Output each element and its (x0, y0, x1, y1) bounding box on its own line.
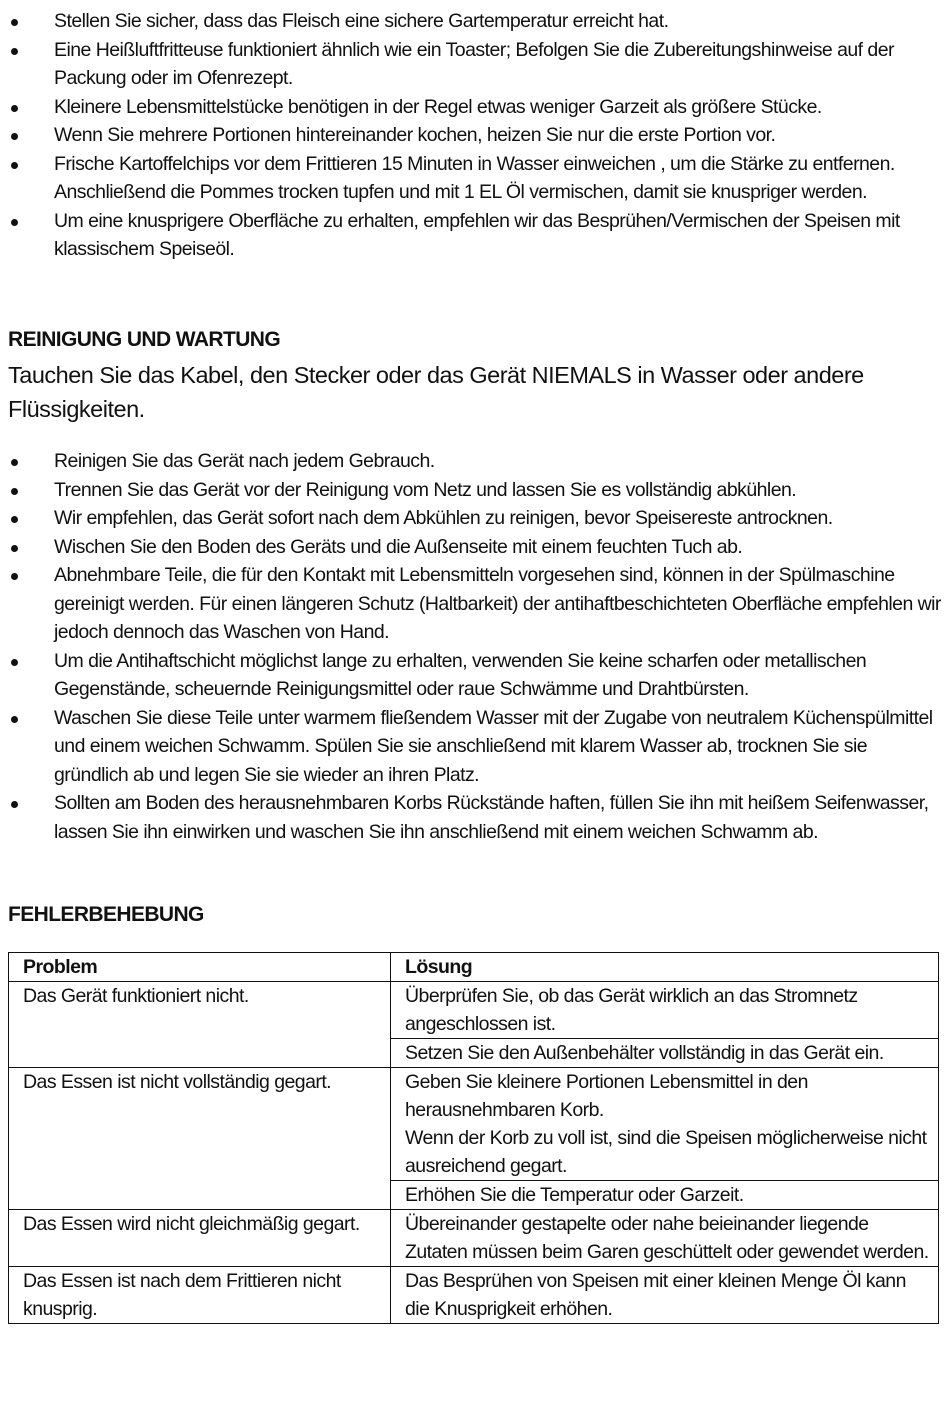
solution-cell: Setzen Sie den Außenbehälter vollständig in das Gerät ein. (391, 1039, 939, 1068)
column-header-solution: Lösung (391, 953, 939, 982)
list-item: Um eine knusprigere Oberfläche zu erhalten, empfehlen wir das Besprühen/Vermischen der Speisen mit klassischem Speiseöl. (8, 207, 942, 264)
table-row (9, 1210, 939, 1267)
bullet-icon (11, 162, 18, 169)
bullet-icon (11, 459, 18, 466)
cleaning-warning: Tauchen Sie das Kabel, den Stecker oder das Gerät NIEMALS in Wasser oder andere Flüssigkeiten. (8, 362, 864, 422)
cooking-tips-list (8, 7, 942, 264)
table-header-row (9, 953, 939, 982)
bullet-icon (11, 545, 18, 552)
list-item: Trennen Sie das Gerät vor der Reinigung vom Netz und lassen Sie es vollständig abkühlen. (8, 476, 942, 505)
list-item: Sollten am Boden des herausnehmbaren Korbs Rückstände haften, füllen Sie ihn mit heißem Seifenwasser, lassen Sie ihn einwirken und waschen Sie ihn anschließend mit einem weichen Schwamm ab. (8, 789, 942, 846)
solution-cell: Das Besprühen von Speisen mit einer kleinen Menge Öl kann die Knusprigkeit erhöhen. (391, 1267, 939, 1324)
section-heading-troubleshooting: FEHLERBEHEBUNG (8, 903, 204, 926)
problem-cell: Das Essen wird nicht gleichmäßig gegart. (9, 1210, 391, 1267)
column-header-problem: Problem (9, 953, 391, 982)
list-item: Stellen Sie sicher, dass das Fleisch eine sichere Gartemperatur erreicht hat. (8, 7, 942, 36)
list-item: Wischen Sie den Boden des Geräts und die Außenseite mit einem feuchten Tuch ab. (8, 533, 942, 562)
bullet-icon (11, 659, 18, 666)
list-item: Um die Antihaftschicht möglichst lange zu erhalten, verwenden Sie keine scharfen oder metallischen Gegenstände, scheuernde Reinigungsmittel oder raue Schwämme und Drahtbürsten. (8, 647, 942, 704)
list-item: Waschen Sie diese Teile unter warmem fließendem Wasser mit der Zugabe von neutralem Küchenspülmittel und einem weichen Schwamm. Spülen Sie sie anschließend mit klarem Wasser ab, trocknen Sie sie gründlich ab und legen Sie sie wieder an ihren Platz. (8, 704, 942, 790)
table-row (9, 1267, 939, 1324)
bullet-icon (11, 573, 18, 580)
list-item: Wir empfehlen, das Gerät sofort nach dem Abkühlen zu reinigen, bevor Speisereste antrocknen. (8, 504, 942, 533)
bullet-icon (11, 105, 18, 112)
problem-cell: Das Essen ist nach dem Frittieren nicht knusprig. (9, 1267, 391, 1324)
list-item: Abnehmbare Teile, die für den Kontakt mit Lebensmitteln vorgesehen sind, können in der Spülmaschine gereinigt werden. Für einen längeren Schutz (Haltbarkeit) der antihaftbeschichteten Oberfläche empfehlen wir jedoch dennoch das Waschen von Hand. (8, 561, 942, 647)
solution-cell: Übereinander gestapelte oder nahe beieinander liegende Zutaten müssen beim Garen geschüttelt oder gewendet werden. (391, 1210, 939, 1267)
bullet-icon (11, 133, 18, 140)
list-item: Reinigen Sie das Gerät nach jedem Gebrauch. (8, 447, 942, 476)
solution-cell: Erhöhen Sie die Temperatur oder Garzeit. (391, 1181, 939, 1210)
list-item: Kleinere Lebensmittelstücke benötigen in der Regel etwas weniger Garzeit als größere Stücke. (8, 93, 942, 122)
bullet-icon (11, 516, 18, 523)
problem-cell: Das Gerät funktioniert nicht. (9, 982, 391, 1068)
solution-cell: Überprüfen Sie, ob das Gerät wirklich an das Stromnetz angeschlossen ist. (391, 982, 939, 1039)
bullet-icon (11, 19, 18, 26)
list-item: Wenn Sie mehrere Portionen hintereinander kochen, heizen Sie nur die erste Portion vor. (8, 121, 942, 150)
bullet-icon (11, 716, 18, 723)
bullet-icon (11, 801, 18, 808)
bullet-icon (11, 219, 18, 226)
troubleshooting-table (8, 952, 939, 1324)
solution-cell: Geben Sie kleinere Portionen Lebensmittel in den herausnehmbaren Korb. Wenn der Korb zu voll ist, sind die Speisen möglicherweise nicht ausreichend gegart. (391, 1068, 939, 1181)
cleaning-list (8, 447, 942, 846)
table-row (9, 1068, 939, 1181)
table-row (9, 982, 939, 1039)
list-item: Eine Heißluftfritteuse funktioniert ähnlich wie ein Toaster; Befolgen Sie die Zubereitungshinweise auf der Packung oder im Ofenrezept. (8, 36, 942, 93)
list-item: Frische Kartoffelchips vor dem Frittieren 15 Minuten in Wasser einweichen , um die Stärke zu entfernen. Anschließend die Pommes trocken tupfen und mit 1 EL Öl vermischen, damit sie knuspriger werden. (8, 150, 942, 207)
section-heading-cleaning: REINIGUNG UND WARTUNG (8, 328, 281, 351)
bullet-icon (11, 488, 18, 495)
bullet-icon (11, 48, 18, 55)
problem-cell: Das Essen ist nicht vollständig gegart. (9, 1068, 391, 1210)
